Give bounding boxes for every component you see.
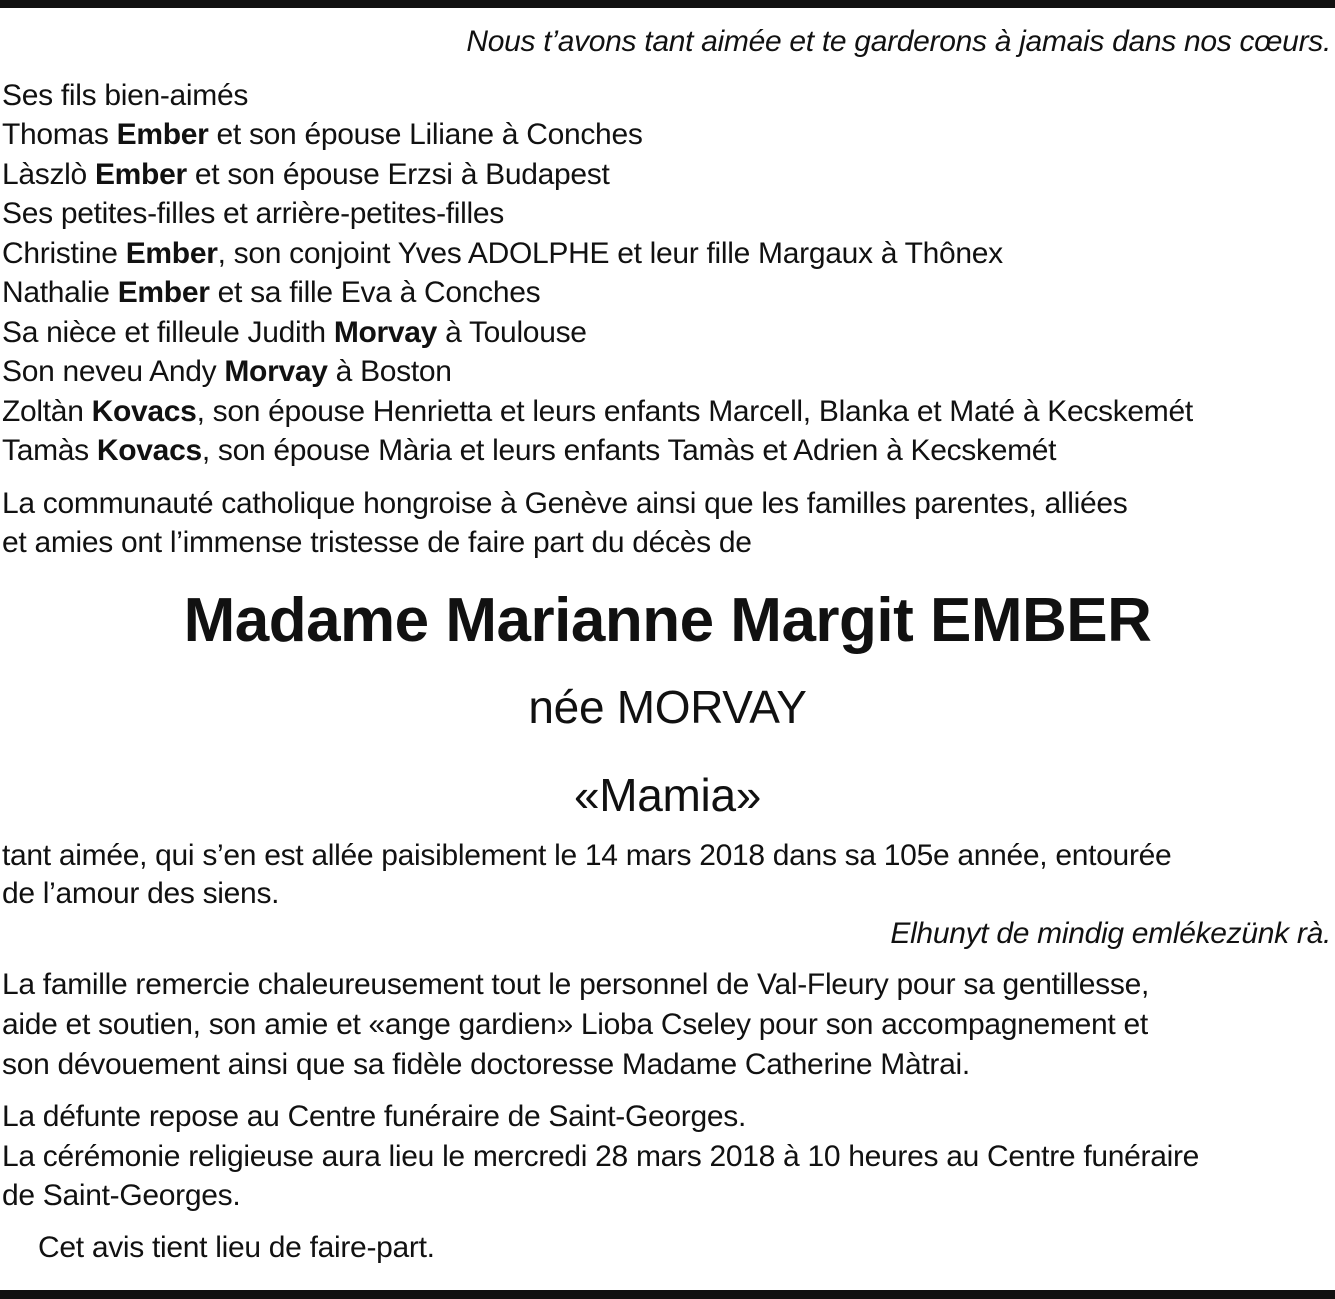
- thanks-line-2: aide et soutien, son amie et «ange gardien» Lioba Cseley pour son accompagnement et: [2, 1008, 1148, 1041]
- family-line: [2, 78, 248, 114]
- family-text: Làszlò: [2, 158, 95, 191]
- family-text: et son épouse Liliane à Conches: [208, 118, 643, 151]
- thanks-line-1: La famille remercie chaleureusement tout le personnel de Val-Fleury pour sa gentillesse,: [2, 968, 1149, 1001]
- family-surname: Morvay: [224, 355, 328, 388]
- family-line: [2, 275, 540, 311]
- family-text: Son neveu Andy: [2, 355, 225, 388]
- community-line-1: La communauté catholique hongroise à Genève ainsi que les familles parentes, alliées: [2, 487, 1128, 520]
- family-surname: Kovacs: [91, 395, 197, 428]
- family-line: [2, 433, 1056, 469]
- bottom-rule: [0, 1290, 1335, 1299]
- family-text: Ses petites-filles et arrière-petites-filles: [2, 197, 504, 230]
- family-text: Nathalie: [2, 276, 118, 309]
- notice-line: Cet avis tient lieu de faire-part.: [38, 1231, 435, 1264]
- community-line-2: et amies ont l’immense tristesse de faire part du décès de: [2, 526, 752, 559]
- passing-line-2: de l’amour des siens.: [2, 877, 280, 910]
- ceremony-line-1: La défunte repose au Centre funéraire de Saint-Georges.: [2, 1100, 746, 1133]
- family-text: à Toulouse: [437, 316, 587, 349]
- family-text: Zoltàn: [2, 395, 92, 428]
- family-line: [2, 315, 587, 351]
- family-surname: Ember: [125, 237, 218, 270]
- family-text: Thomas: [2, 118, 117, 151]
- family-text: Christine: [2, 237, 126, 270]
- ceremony-line-2: La cérémonie religieuse aura lieu le mercredi 28 mars 2018 à 10 heures au Centre funéraire: [2, 1140, 1200, 1173]
- family-surname: Ember: [94, 158, 187, 191]
- family-line: [2, 117, 643, 153]
- epigraph: Nous t’avons tant aimée et te garderons à jamais dans nos cœurs.: [466, 25, 1331, 58]
- deceased-name: Madame Marianne Margit EMBER: [183, 586, 1152, 655]
- family-text: Sa nièce et filleule Judith: [2, 316, 334, 349]
- family-surname: Kovacs: [96, 434, 202, 467]
- family-line: [2, 354, 452, 390]
- ceremony-line-3: de Saint-Georges.: [2, 1179, 241, 1212]
- hungarian-epigraph: Elhunyt de mindig emlékezünk rà.: [890, 917, 1331, 950]
- family-text: Ses fils bien-aimés: [2, 79, 249, 112]
- family-line: [2, 394, 1193, 430]
- family-text: , son épouse Mària et leurs enfants Tamàs et Adrien à Kecskemét: [201, 434, 1057, 467]
- family-text: à Boston: [327, 355, 452, 388]
- family-line: [2, 196, 504, 232]
- deceased-nickname: «Mamia»: [573, 769, 762, 821]
- thanks-line-3: son dévouement ainsi que sa fidèle doctoresse Madame Catherine Màtrai.: [2, 1048, 970, 1081]
- family-text: et son épouse Erzsi à Budapest: [186, 158, 610, 191]
- family-text: Tamàs: [2, 434, 97, 467]
- family-line: [2, 236, 1003, 272]
- family-surname: Morvay: [333, 316, 438, 349]
- family-line: [2, 157, 609, 193]
- family-text: , son épouse Henrietta et leurs enfants Marcell, Blanka et Maté à Kecskemét: [196, 395, 1193, 428]
- deceased-maiden-name: née MORVAY: [528, 681, 807, 733]
- family-text: et sa fille Eva à Conches: [209, 276, 541, 309]
- family-surname: Ember: [116, 118, 209, 151]
- family-text: , son conjoint Yves ADOLPHE et leur fille Margaux à Thônex: [217, 237, 1003, 270]
- passing-line-1: tant aimée, qui s’en est allée paisiblement le 14 mars 2018 dans sa 105e année, entourée: [2, 839, 1172, 872]
- top-rule: [0, 0, 1335, 8]
- family-surname: Ember: [117, 276, 210, 309]
